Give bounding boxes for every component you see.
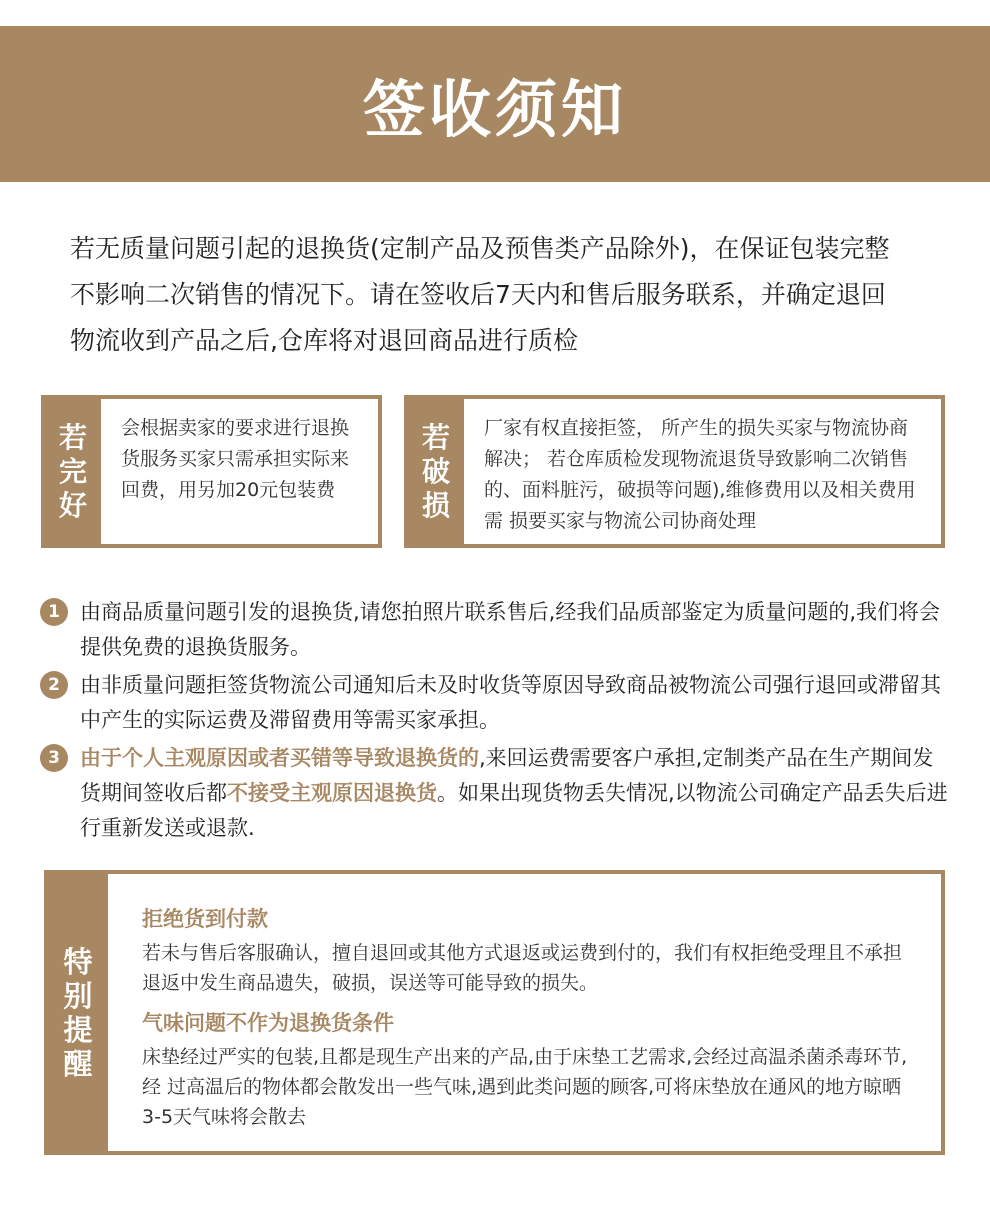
damaged-text: 厂家有权直接拒签， 所产生的损失买家与物流协商解决； 若仓库质检发现物流退货导致影响二次销售的、面料脏污，破损等问题),维修费用以及相关费用需 损要买家与物流公司协商处理 (484, 417, 916, 532)
reminder-text: 床垫经过严实的包装,且都是现生产出来的产品,由于床垫工艺需求,会经过高温杀菌杀毒环节,经 过高温后的物体都会散发出一些气味,遇到此类问题的顾客,可将床垫放在通风的地方晾晒3-5天气味将会散去 (142, 1046, 908, 1128)
tag-char: 若 (421, 420, 450, 454)
intro-line: 物流收到产品之后,仓库将对退回商品进行质检 (70, 326, 578, 355)
highlight-text: 不接受主观原因退换货 (227, 781, 437, 805)
damaged-package-box (404, 395, 945, 548)
reminder-tag (48, 874, 108, 1151)
damaged-tag (408, 399, 464, 544)
intro-line: 若无质量问题引起的退换货(定制产品及预售类产品除外)，在保证包装完整 (70, 234, 890, 263)
tag-char: 损 (421, 488, 450, 522)
reminder-title: 气味问题不作为退换货条件 (142, 1011, 394, 1035)
tag-char: 若 (58, 420, 87, 454)
notes-list (40, 595, 950, 849)
reminder-title: 拒绝货到付款 (142, 907, 268, 931)
tag-char: 醒 (63, 1046, 93, 1081)
number-badge: 1 (40, 598, 68, 626)
tag-char: 别 (63, 978, 93, 1013)
tag-char: 完 (58, 454, 87, 488)
note-text (80, 741, 950, 846)
intact-package-box (41, 395, 382, 548)
note-text-part: ,来回运费需要客户承担,定制类产品在生产期间发货期间签收后都 (80, 746, 934, 805)
intact-text: 会根据卖家的要求进行退换货服务买家只需承担实际来回费，用另加20元包装费 (121, 417, 350, 501)
intact-tag (45, 399, 101, 544)
header-banner (0, 26, 990, 182)
tag-char: 特 (63, 944, 93, 979)
intro-paragraph (70, 226, 950, 364)
note-text-part: 。如果出现货物丢失情况,以物流公司确定产品丢失后进行重新发送或退款. (80, 781, 948, 840)
note-text: 由非质量问题拒签货物流公司通知后未及时收货等原因导致商品被物流公司强行退回或滞留其中产生的实际运费及滞留费用等需买家承担。 (80, 673, 941, 732)
list-item (40, 668, 950, 738)
list-item (40, 741, 950, 846)
special-reminder-box (44, 870, 945, 1155)
tag-char: 提 (63, 1012, 93, 1047)
number-badge: 3 (40, 744, 68, 772)
highlight-text: 由于个人主观原因或者买错等导致退换货的 (80, 746, 479, 770)
list-item (40, 595, 950, 665)
note-text: 由商品质量问题引发的退换货,请您拍照片联系售后,经我们品质部鉴定为质量问题的,我们将会提供免费的退换货服务。 (80, 600, 941, 659)
number-badge: 2 (40, 671, 68, 699)
page-title: 签收须知 (362, 72, 627, 146)
tag-char: 破 (421, 454, 450, 488)
reminder-text: 若未与售后客服确认，擅自退回或其他方式退返或运费到付的，我们有权拒绝受理且不承担退返中发生商品遗失，破损，误送等可能导致的损失。 (142, 942, 903, 994)
intro-line: 不影响二次销售的情况下。请在签收后7天内和售后服务联系，并确定退回 (70, 280, 886, 309)
tag-char: 好 (58, 488, 87, 522)
reminder-body (108, 874, 941, 1151)
